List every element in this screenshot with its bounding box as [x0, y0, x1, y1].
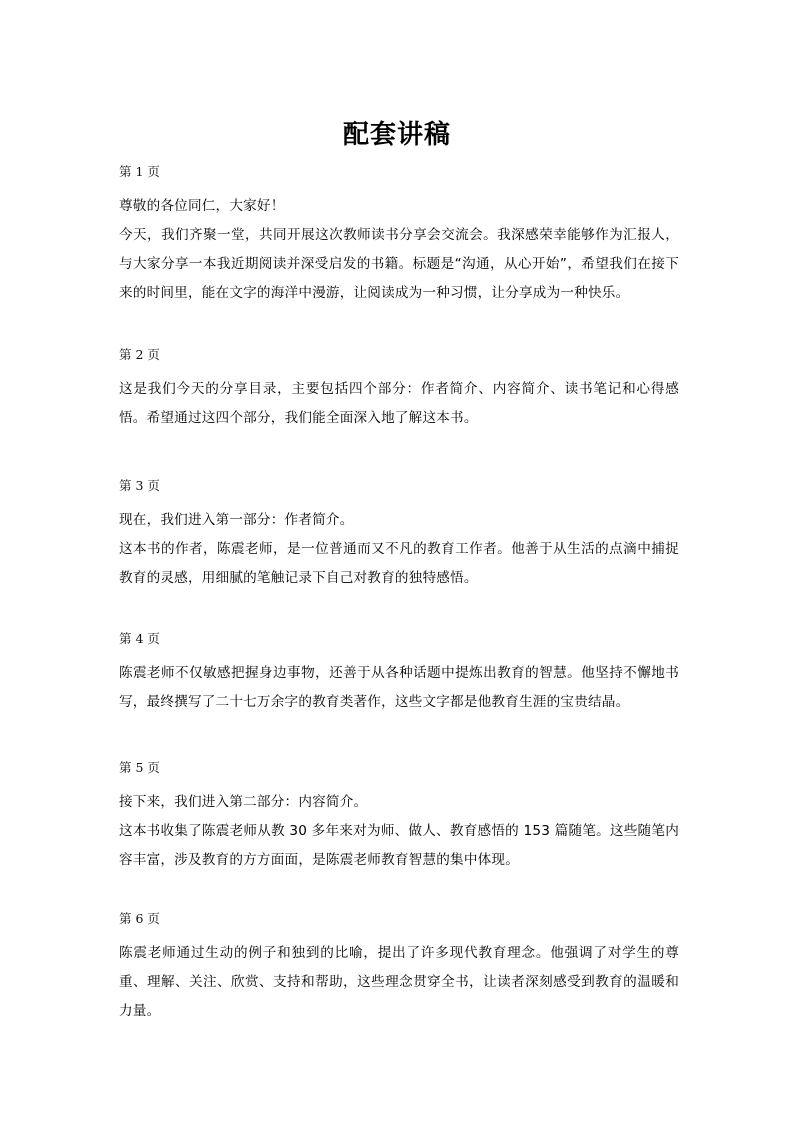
content-intro-heading-paragraph: 接下来，我们进入第二部分：内容简介。: [119, 794, 368, 810]
author-intro-paragraph: 这本书的作者，陈震老师，是一位普通而又不凡的教育工作者。他善于从生活的点滴中捕捉教育的灵感，用细腻的笔触记录下自己对教育的独特感悟。: [119, 541, 679, 586]
page-label: 第 2 页: [119, 347, 160, 362]
document-title: 配套讲稿: [342, 120, 451, 151]
greeting-paragraph: 尊敬的各位同仁，大家好！: [119, 198, 285, 214]
page-label: 第 5 页: [119, 760, 160, 775]
page-label: 第 4 页: [119, 631, 160, 646]
page-label: 第 6 页: [119, 911, 160, 926]
content-intro-paragraph: 这本书收集了陈震老师从教 30 多年来对为师、做人、教育感悟的 153 篇随笔。这些随笔内容丰富，涉及教育的方方面面，是陈震老师教育智慧的集中体现。: [119, 823, 679, 868]
page-label: 第 1 页: [119, 164, 160, 179]
section-page-4: [119, 630, 679, 717]
education-ideas-paragraph: 陈震老师通过生动的例子和独到的比喻，提出了许多现代教育理念。他强调了对学生的尊重、理解、关注、欣赏、支持和帮助，这些理念贯穿全书，让读者深刻感受到教育的温暖和力量。: [119, 945, 679, 1019]
section-page-1: [119, 163, 679, 308]
author-works-paragraph: 陈震老师不仅敏感把握身边事物，还善于从各种话题中提炼出教育的智慧。他坚持不懈地书写，最终撰写了二十七万余字的教育类著作，这些文字都是他教育生涯的宝贵结晶。: [119, 665, 679, 710]
outline-paragraph: 这是我们今天的分享目录，主要包括四个部分：作者简介、内容简介、读书笔记和心得感悟。希望通过这四个部分，我们能全面深入地了解这本书。: [119, 381, 679, 426]
section-page-5: [119, 759, 679, 875]
section-page-3: [119, 477, 679, 593]
section-page-2: [119, 346, 679, 433]
author-intro-heading-paragraph: 现在，我们进入第一部分：作者简介。: [119, 512, 354, 528]
intro-paragraph: 今天，我们齐聚一堂，共同开展这次教师读书分享会交流会。我深感荣幸能够作为汇报人，与大家分享一本我近期阅读并深受启发的书籍。标题是“沟通，从心开始”，希望我们在接下来的时间里，能在文字的海洋中漫游，让阅读成为一种习惯，让分享成为一种快乐。: [119, 227, 679, 301]
section-page-6: [119, 910, 679, 1026]
page-label: 第 3 页: [119, 478, 160, 493]
